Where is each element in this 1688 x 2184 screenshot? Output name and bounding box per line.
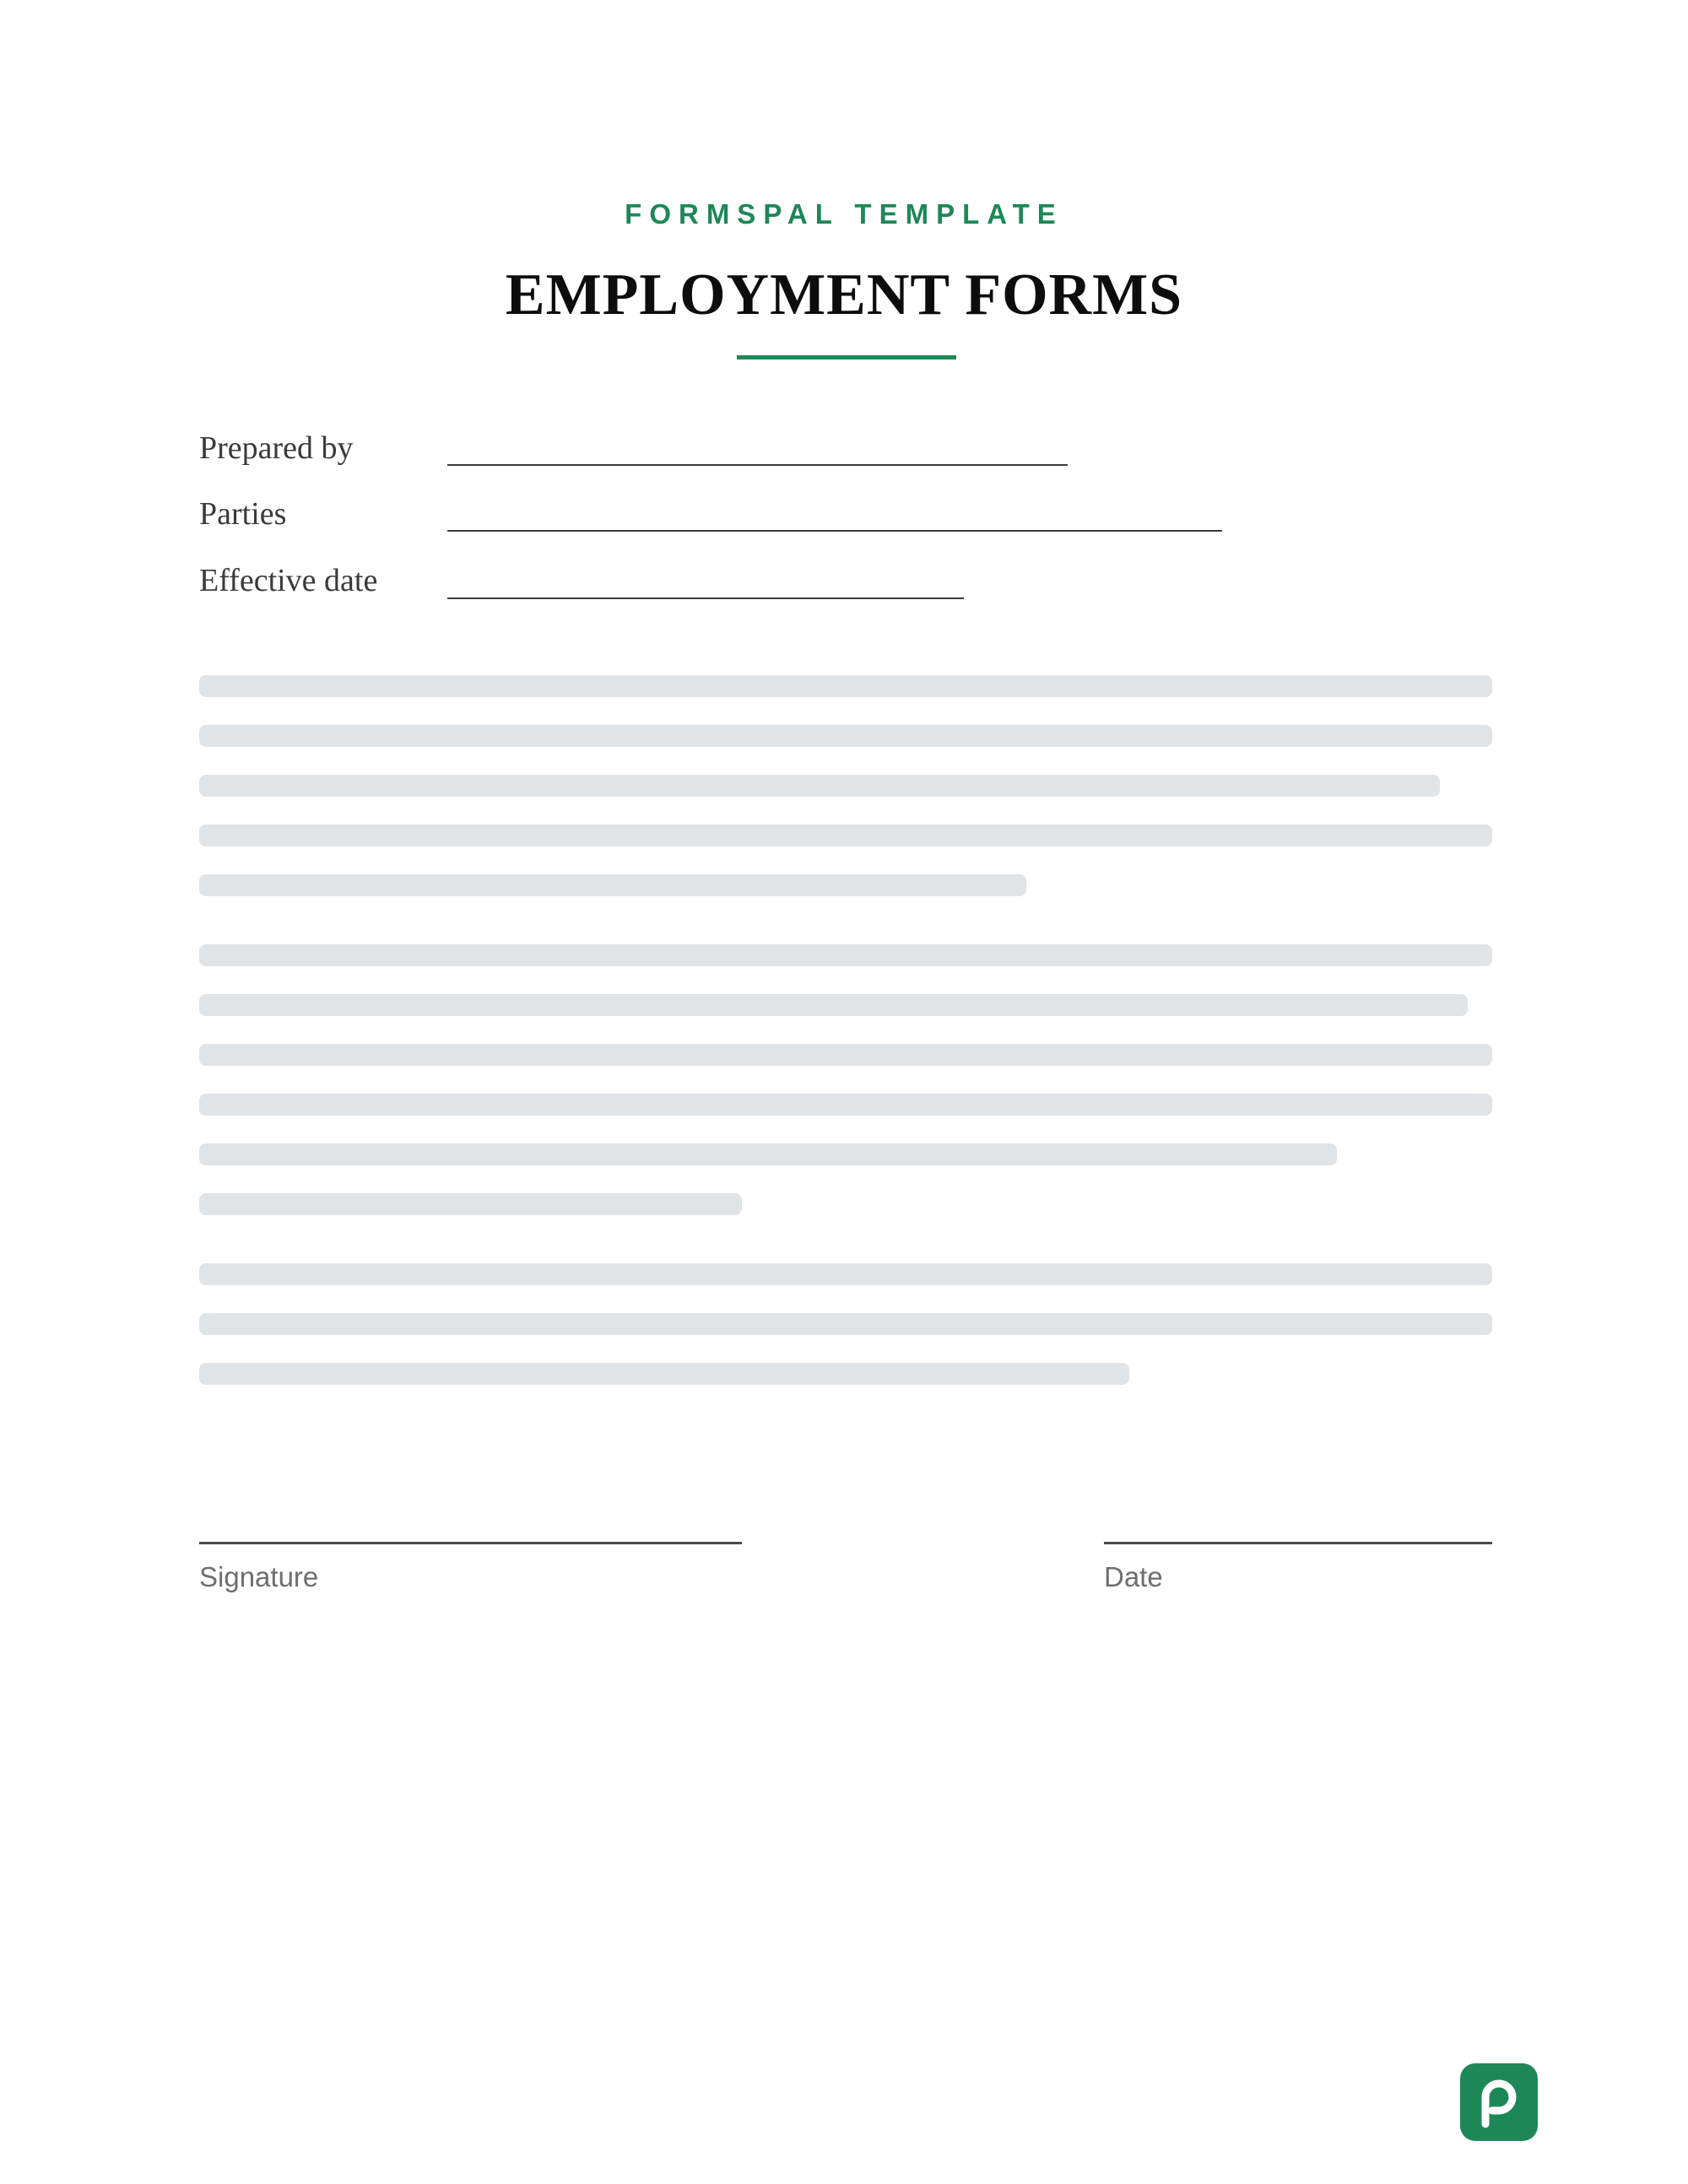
placeholder-text-line	[199, 944, 1492, 966]
signature-label: Signature	[199, 1561, 319, 1592]
placeholder-text-line	[199, 1193, 742, 1215]
template-eyebrow: FORMSPAL TEMPLATE	[625, 198, 1063, 230]
effective-date-field[interactable]	[447, 597, 964, 599]
prepared-by-field[interactable]	[447, 464, 1068, 466]
placeholder-text-line	[199, 725, 1492, 747]
placeholder-text-line	[199, 1313, 1492, 1335]
placeholder-text-line	[199, 1143, 1337, 1165]
date-line[interactable]	[1104, 1542, 1492, 1544]
placeholder-text-line	[199, 1044, 1492, 1066]
date-label: Date	[1104, 1561, 1163, 1592]
placeholder-text-line	[199, 1094, 1492, 1116]
placeholder-text-line	[199, 994, 1468, 1016]
parties-label: Parties	[199, 496, 287, 532]
parties-field[interactable]	[447, 530, 1222, 532]
placeholder-text-line	[199, 1363, 1129, 1385]
placeholder-text-line	[199, 675, 1492, 697]
placeholder-text-line	[199, 824, 1492, 846]
placeholder-text-line	[199, 1263, 1492, 1285]
title-underline	[737, 355, 956, 359]
formspal-logo-icon	[1460, 2063, 1538, 2141]
prepared-by-label: Prepared by	[199, 430, 354, 466]
placeholder-text-line	[199, 775, 1440, 797]
placeholder-text-line	[199, 874, 1026, 896]
effective-date-label: Effective date	[199, 563, 378, 598]
signature-line[interactable]	[199, 1542, 742, 1544]
document-title: EMPLOYMENT FORMS	[505, 262, 1183, 327]
